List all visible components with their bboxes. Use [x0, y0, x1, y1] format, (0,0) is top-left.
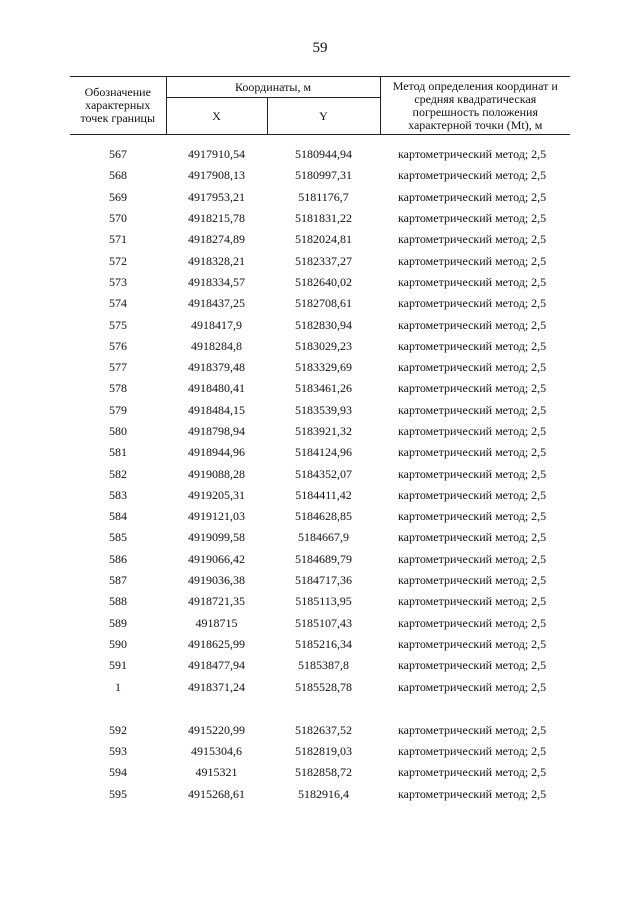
point-number: 594	[109, 765, 127, 780]
header-point-designation: Обозначение характерных точек границы	[70, 77, 166, 135]
coord-y: 5184717,36	[295, 573, 352, 588]
point-number: 577	[109, 360, 127, 375]
point-number: 595	[109, 786, 127, 801]
coord-y: 5182916,4	[298, 786, 349, 801]
coord-y: 5185528,78	[295, 679, 352, 694]
point-number: 583	[109, 487, 127, 502]
method-accuracy: картометрический метод; 2,5	[398, 636, 547, 651]
coord-y: 5181831,22	[295, 211, 352, 226]
coord-x: 4919205,31	[188, 487, 245, 502]
table-row	[70, 591, 570, 612]
method-accuracy: картометрический метод; 2,5	[398, 296, 547, 311]
table-row	[70, 378, 570, 399]
coord-y: 5182024,81	[295, 232, 352, 247]
point-number: 579	[109, 402, 127, 417]
coord-y: 5184124,96	[295, 445, 352, 460]
table-row	[70, 762, 570, 783]
table-row	[70, 144, 570, 165]
method-accuracy: картометрический метод; 2,5	[398, 424, 547, 438]
coord-y: 5181176,7	[298, 189, 349, 204]
table-row	[70, 229, 570, 250]
page-number: 59	[312, 40, 328, 56]
point-number: 575	[109, 317, 127, 332]
method-accuracy: картометрический метод; 2,5	[398, 360, 547, 375]
method-accuracy: картометрический метод; 2,5	[398, 211, 547, 226]
method-accuracy: картометрический метод; 2,5	[398, 253, 547, 268]
point-number: 584	[109, 509, 127, 524]
table-row	[70, 741, 570, 762]
coord-y: 5182708,61	[295, 296, 352, 311]
method-accuracy: картометрический метод; 2,5	[398, 573, 547, 588]
coord-y: 5183921,32	[295, 424, 352, 438]
coord-y: 5183461,26	[295, 381, 352, 396]
table-row	[70, 720, 570, 741]
coord-y: 5184352,07	[295, 466, 352, 481]
coord-x: 4918484,15	[188, 402, 245, 417]
table-row	[70, 463, 570, 484]
coord-y: 5183029,23	[295, 338, 352, 353]
coord-y: 5184689,79	[295, 551, 352, 566]
point-number: 581	[109, 445, 127, 460]
coordinates-table	[70, 76, 570, 805]
point-number: 593	[109, 744, 127, 759]
method-accuracy: картометрический метод; 2,5	[398, 744, 547, 759]
table-row	[70, 676, 570, 697]
table-row	[70, 485, 570, 506]
coord-x: 4918215,78	[188, 211, 245, 226]
method-accuracy: картометрический метод; 2,5	[398, 381, 547, 396]
point-number: 585	[109, 530, 127, 545]
point-number: 578	[109, 381, 127, 396]
method-accuracy: картометрический метод; 2,5	[398, 147, 547, 162]
method-accuracy: картометрический метод; 2,5	[398, 551, 547, 566]
coord-y: 5183329,69	[295, 360, 352, 375]
coord-x: 4917953,21	[188, 189, 245, 204]
coord-x: 4919066,42	[188, 551, 245, 566]
coord-x: 4918715	[195, 615, 238, 630]
table-row	[70, 165, 570, 186]
coord-y: 5182858,72	[295, 765, 352, 780]
table-row	[70, 314, 570, 335]
coord-x: 4918284,8	[191, 338, 242, 353]
method-accuracy: картометрический метод; 2,5	[398, 658, 547, 673]
coord-x: 4917908,13	[188, 168, 245, 183]
header-coordinates: Координаты, м	[166, 77, 380, 98]
table-row	[70, 357, 570, 378]
point-number: 576	[109, 338, 127, 353]
coord-x: 4918417,9	[191, 317, 242, 332]
coord-x: 4918721,35	[188, 594, 245, 609]
point-number: 591	[109, 658, 127, 673]
coord-x: 4915321	[195, 765, 238, 780]
method-accuracy: картометрический метод; 2,5	[398, 466, 547, 481]
method-accuracy: картометрический метод; 2,5	[398, 530, 547, 545]
method-accuracy: картометрический метод; 2,5	[398, 509, 547, 524]
coord-x: 4918798,94	[188, 424, 245, 438]
coord-x: 4918334,57	[188, 274, 245, 289]
coord-x: 4918437,25	[188, 296, 245, 311]
point-number: 1	[115, 679, 121, 694]
table-row	[70, 208, 570, 229]
coord-x: 4918274,89	[188, 232, 245, 247]
point-number: 567	[109, 147, 127, 162]
method-accuracy: картометрический метод; 2,5	[398, 317, 547, 332]
coord-y: 5182637,52	[295, 722, 352, 737]
coord-x: 4917910,54	[188, 147, 245, 162]
point-number: 587	[109, 573, 127, 588]
table-body	[70, 135, 570, 805]
coord-y: 5182830,94	[295, 317, 352, 332]
table-row	[70, 442, 570, 463]
table-row	[70, 634, 570, 655]
point-number: 569	[109, 189, 127, 204]
point-number: 570	[109, 211, 127, 226]
header-x: X	[166, 98, 267, 135]
table-row	[70, 187, 570, 208]
point-number: 589	[109, 615, 127, 630]
point-number: 592	[109, 722, 127, 737]
coord-x: 4919121,03	[188, 509, 245, 524]
table-row	[70, 293, 570, 314]
point-number: 571	[109, 232, 127, 247]
coord-y: 5182640,02	[295, 274, 352, 289]
method-accuracy: картометрический метод; 2,5	[398, 338, 547, 353]
coord-y: 5185113,95	[295, 594, 352, 609]
coord-y: 5185107,43	[295, 615, 352, 630]
table-header	[70, 77, 570, 135]
coord-x: 4915304,6	[191, 744, 242, 759]
table-row	[70, 336, 570, 357]
coord-x: 4918371,24	[188, 679, 245, 694]
point-number: 572	[109, 253, 127, 268]
method-accuracy: картометрический метод; 2,5	[398, 594, 547, 609]
method-accuracy: картометрический метод; 2,5	[398, 232, 547, 247]
coord-x: 4915220,99	[188, 722, 245, 737]
table-row	[70, 400, 570, 421]
point-number: 580	[109, 424, 127, 438]
coord-y: 5184411,42	[295, 487, 352, 502]
coord-y: 5184667,9	[298, 530, 349, 545]
table-row	[70, 527, 570, 548]
coord-x: 4919099,58	[188, 530, 245, 545]
header-method: Метод определения координат и средняя квадратическая погрешность положения характерной точки (Mt), м	[380, 77, 570, 135]
point-number: 590	[109, 636, 127, 651]
table-row	[70, 655, 570, 676]
method-accuracy: картометрический метод; 2,5	[398, 765, 547, 780]
method-accuracy: картометрический метод; 2,5	[398, 786, 547, 801]
method-accuracy: картометрический метод; 2,5	[398, 679, 547, 694]
point-number: 573	[109, 274, 127, 289]
method-accuracy: картометрический метод; 2,5	[398, 445, 547, 460]
table-row	[70, 784, 570, 805]
table-row	[70, 613, 570, 634]
coord-x: 4918625,99	[188, 636, 245, 651]
coord-y: 5185387,8	[298, 658, 349, 673]
table-row	[70, 570, 570, 591]
coord-y: 5180944,94	[295, 147, 352, 162]
coord-x: 4918477,94	[188, 658, 245, 673]
coord-x: 4919036,38	[188, 573, 245, 588]
table-row	[70, 250, 570, 271]
method-accuracy: картометрический метод; 2,5	[398, 615, 547, 630]
method-accuracy: картометрический метод; 2,5	[398, 189, 547, 204]
method-accuracy: картометрический метод; 2,5	[398, 274, 547, 289]
coord-x: 4918944,96	[188, 445, 245, 460]
coord-x: 4918328,21	[188, 253, 245, 268]
coord-x: 4915268,61	[188, 786, 245, 801]
table-row	[70, 549, 570, 570]
header-y: Y	[267, 98, 380, 135]
method-accuracy: картометрический метод; 2,5	[398, 402, 547, 417]
group-separator	[70, 698, 570, 720]
coord-x: 4918379,48	[188, 360, 245, 375]
point-number: 586	[109, 551, 127, 566]
point-number: 574	[109, 296, 127, 311]
method-accuracy: картометрический метод; 2,5	[398, 487, 547, 502]
table-row	[70, 272, 570, 293]
coord-y: 5185216,34	[295, 636, 352, 651]
method-accuracy: картометрический метод; 2,5	[398, 722, 547, 737]
point-number: 582	[109, 466, 127, 481]
coord-y: 5182337,27	[295, 253, 352, 268]
table-row	[70, 421, 570, 442]
method-accuracy: картометрический метод; 2,5	[398, 168, 547, 183]
coord-y: 5182819,03	[295, 744, 352, 759]
table-row	[70, 506, 570, 527]
coord-y: 5184628,85	[295, 509, 352, 524]
coord-x: 4918480,41	[188, 381, 245, 396]
coord-y: 5183539,93	[295, 402, 352, 417]
point-number: 568	[109, 168, 127, 183]
coord-y: 5180997,31	[295, 168, 352, 183]
point-number: 588	[109, 594, 127, 609]
coord-x: 4919088,28	[188, 466, 245, 481]
